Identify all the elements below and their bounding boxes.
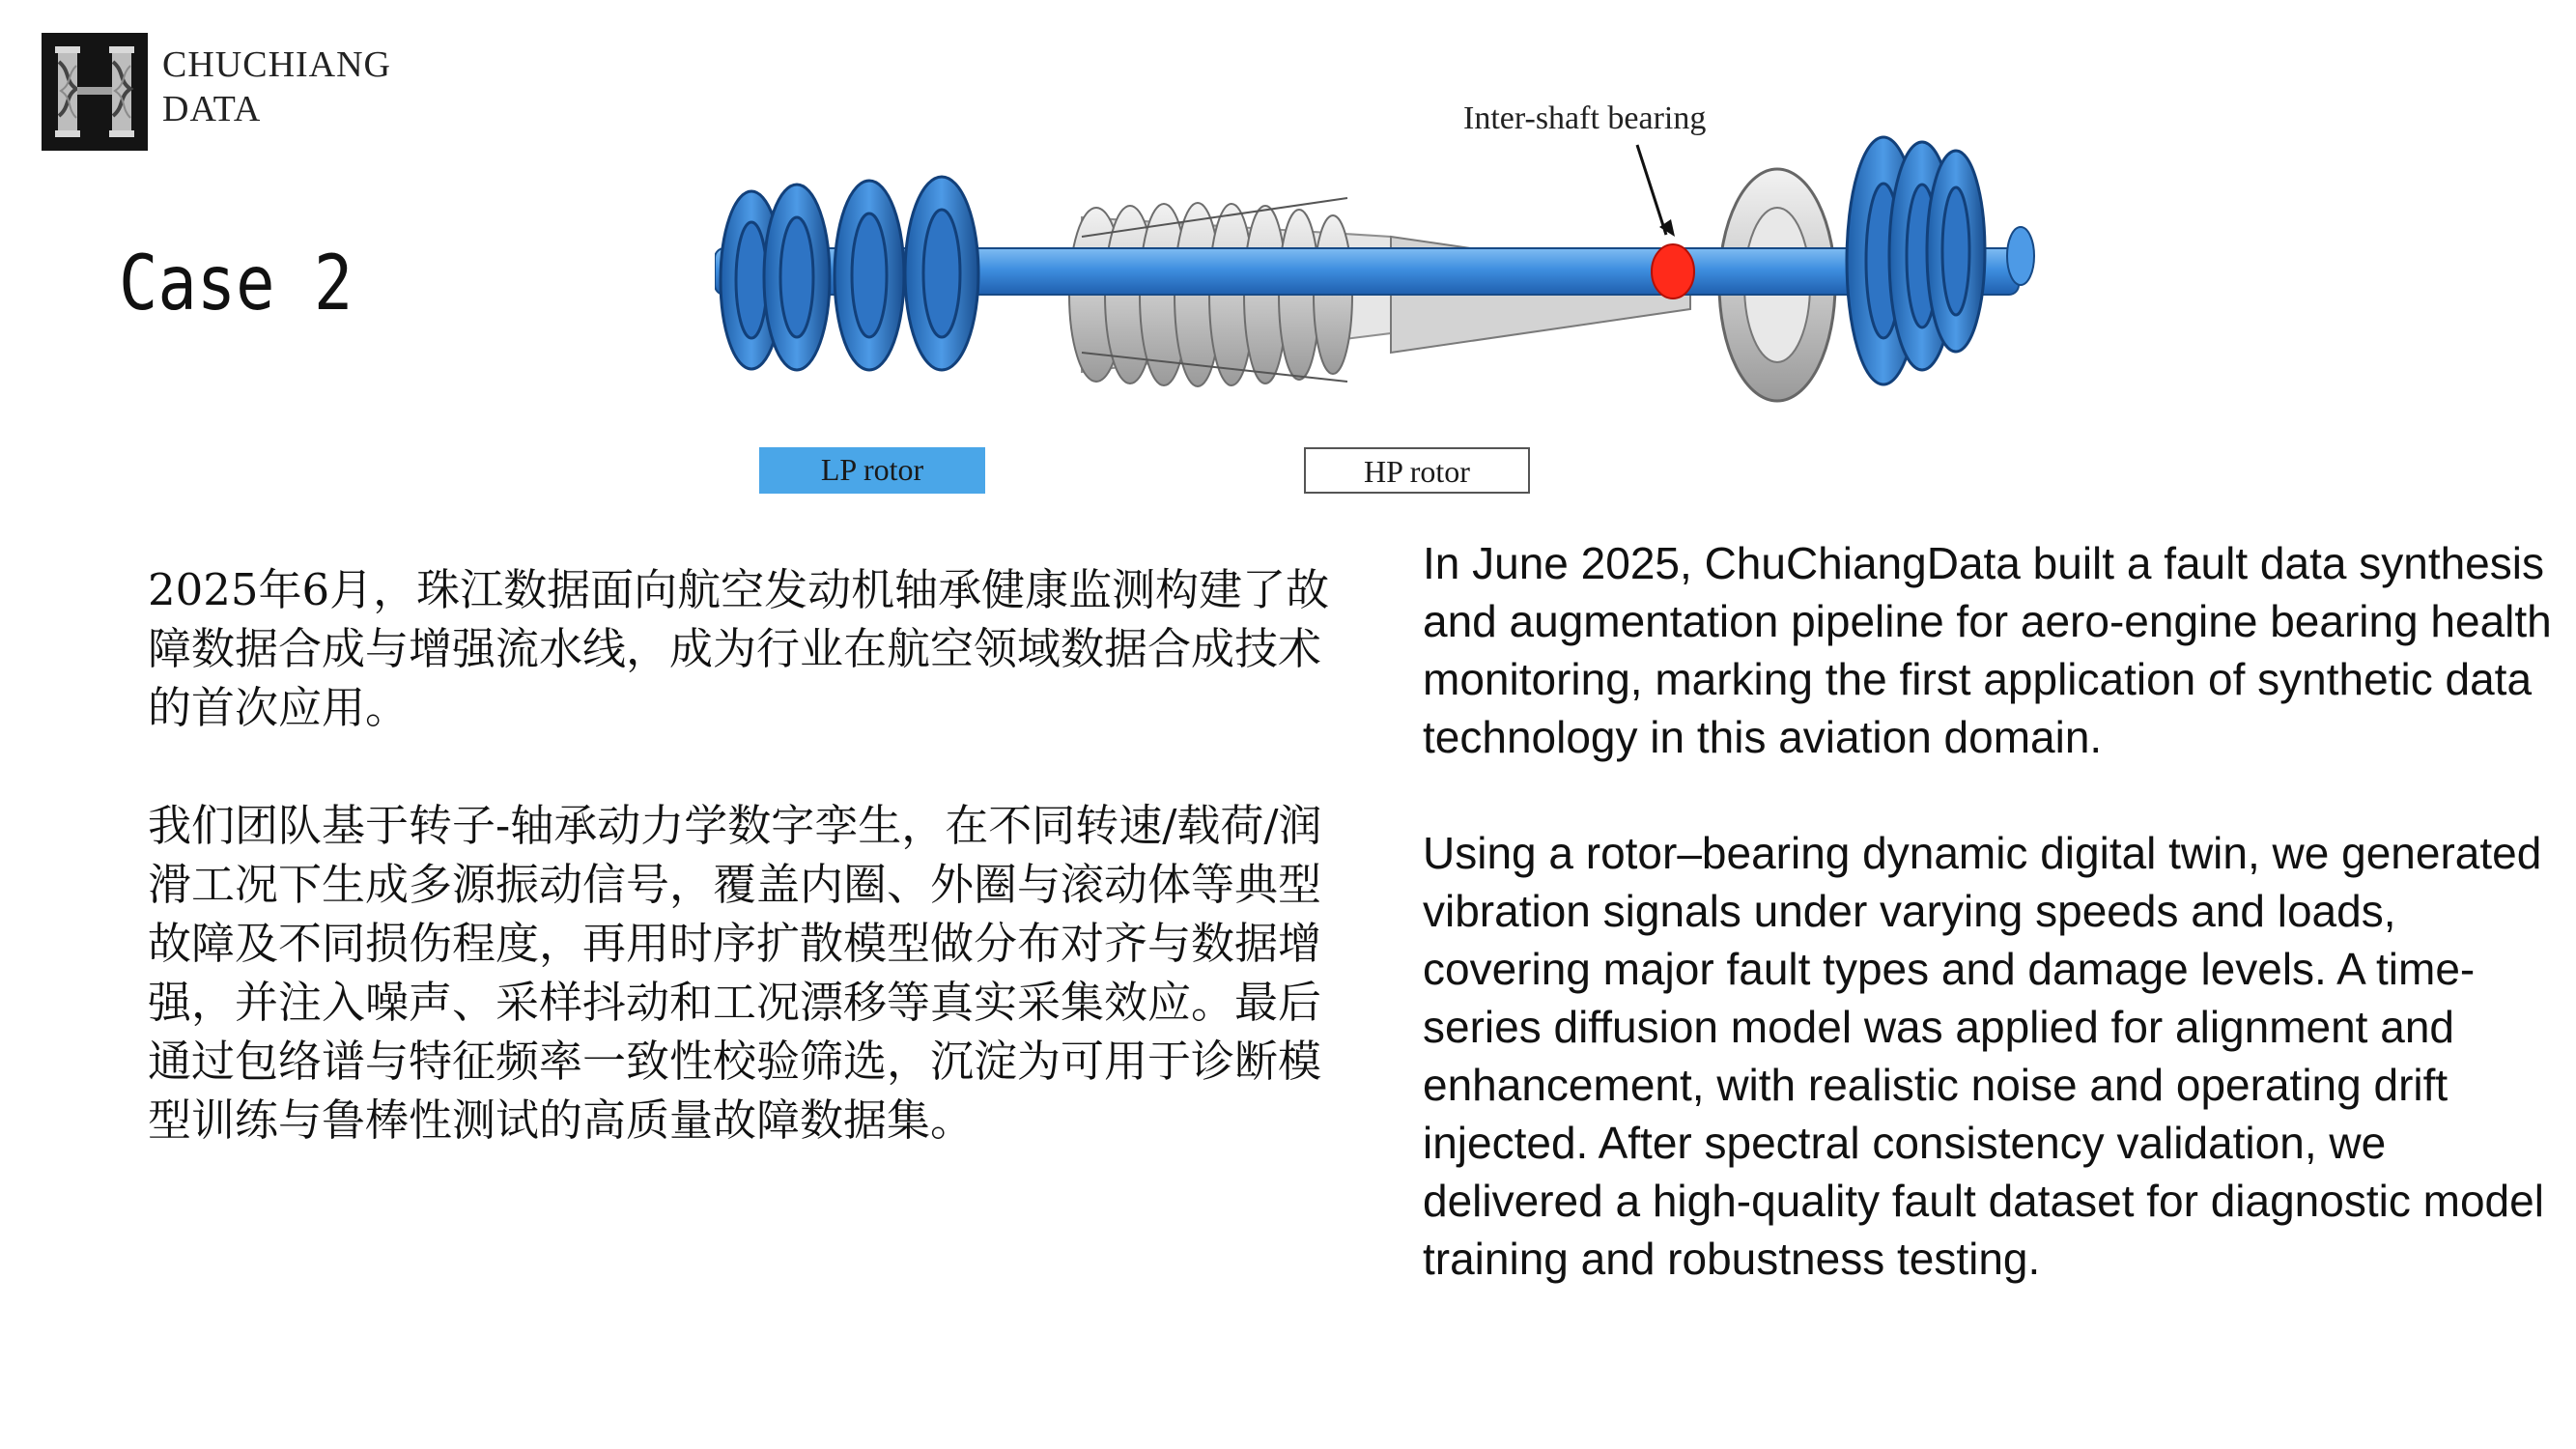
pillar-monogram-logo — [42, 33, 148, 151]
inter-shaft-bearing-label: Inter-shaft bearing — [1463, 100, 1707, 136]
lp-rotor-label: LP rotor — [759, 447, 985, 494]
company-name-line1: CHUCHIANG — [162, 44, 391, 85]
chinese-paragraph-2: 我们团队基于转子-轴承动力学数字孪生，在不同转速/载荷/润滑工况下生成多源振动信号，覆盖内圈、外圈与滚动体等典型故障及不同损伤程度，再用时序扩散模型做分布对齐与数据增强，并注入噪声、采样抖动和工况漂移等真实采集效应。最后通过包络谱与特征频率一致性校验筛选，沉淀为可用于诊断模型训练与鲁棒性测试的高质量故障数据集。 — [148, 800, 1322, 1146]
rotor-diagram-image — [715, 92, 2048, 507]
hp-rotor-label: HP rotor — [1304, 447, 1530, 494]
case-title: Case 2 — [119, 241, 354, 327]
english-paragraph-1: In June 2025, ChuChiangData built a fault data synthesis and augmentation pipeline for aero-engine bearing health monitoring, marking the first application of synthetic data technology in this aviation domain. — [1423, 538, 2552, 762]
english-paragraph-2: Using a rotor–bearing dynamic digital twin, we generated vibration signals under varying speeds and loads, covering major fault types and damage levels. A time-series diffusion model was applied for alignment and enhancement, with realistic noise and operating drift injected. After spectral consistency validation, we delivered a high-quality fault dataset for diagnostic model training and robustness testing. — [1423, 828, 2544, 1284]
company-name — [162, 43, 391, 131]
company-name-line2: DATA — [162, 89, 262, 129]
english-description — [1423, 534, 2553, 1346]
inter-shaft-bearing — [1652, 244, 1694, 298]
chinese-description — [148, 560, 1355, 1208]
chinese-paragraph-1: 2025年6月，珠江数据面向航空发动机轴承健康监测构建了故障数据合成与增强流水线，成为行业在航空领域数据合成技术的首次应用。 — [148, 564, 1330, 733]
